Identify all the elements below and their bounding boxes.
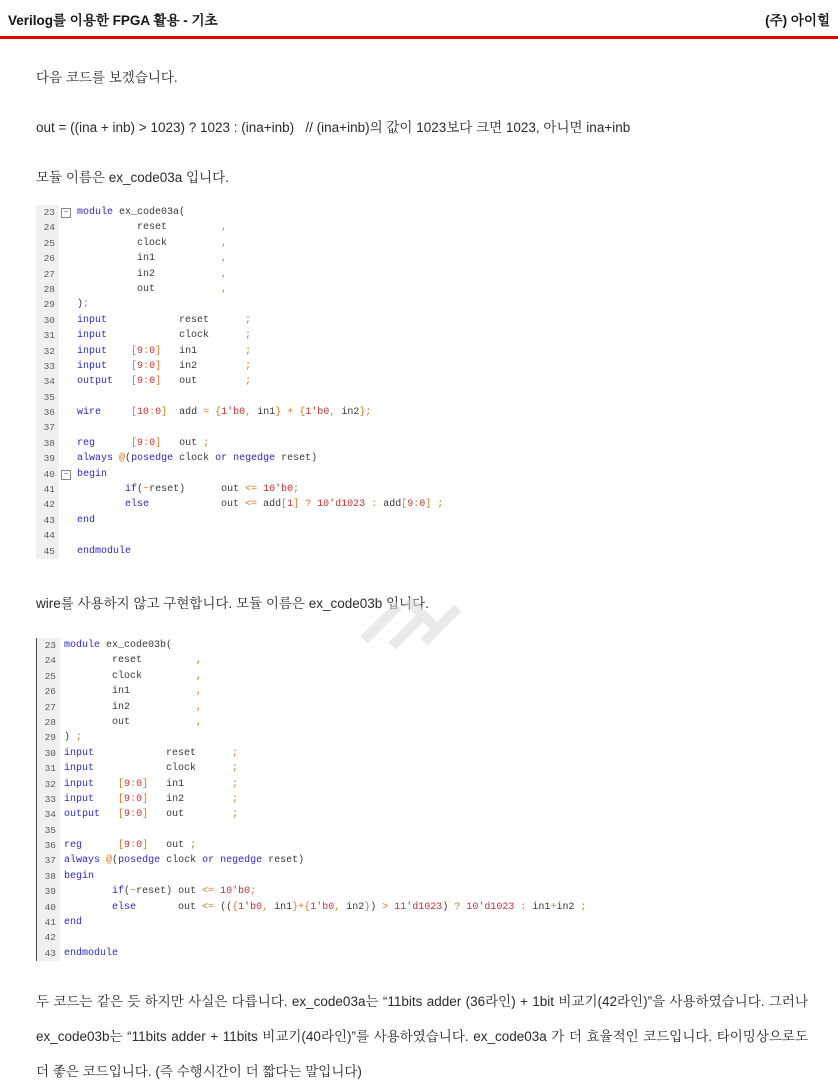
fold-column [59, 497, 73, 512]
line-number: 28 [36, 282, 59, 297]
line-number: 45 [36, 544, 59, 559]
code-line [37, 777, 808, 792]
fold-column [59, 344, 73, 359]
code-line [37, 915, 808, 930]
line-number: 42 [36, 497, 59, 512]
code-text: endmodule [64, 947, 119, 959]
code-text: input reset ; [64, 747, 239, 759]
code-line [36, 251, 808, 266]
code-line [37, 730, 808, 745]
line-number: 39 [37, 884, 60, 899]
code-line [36, 528, 808, 543]
line-number: 34 [37, 807, 60, 822]
line-number: 26 [36, 251, 59, 266]
code-line [37, 900, 808, 915]
line-number: 37 [36, 420, 59, 435]
line-number: 43 [37, 946, 60, 961]
fold-column [59, 359, 73, 374]
code-line [37, 700, 808, 715]
code-text: module ex_code03b( [64, 639, 173, 651]
line-number: 26 [37, 684, 60, 699]
code-line [36, 328, 808, 343]
code-line [37, 853, 808, 868]
code-text [73, 390, 77, 405]
code-line [36, 405, 808, 420]
code-text: endmodule [77, 545, 132, 557]
code-block-ex_code03b [36, 638, 808, 961]
line-number: 25 [37, 669, 60, 684]
line-number: 37 [37, 853, 60, 868]
company-name: (주) 아이힐 [765, 13, 830, 28]
line-number: 43 [36, 513, 59, 528]
code-line [36, 451, 808, 466]
code-text: if(~reset) out <= 10'b0; [125, 484, 300, 496]
fold-column [59, 513, 73, 528]
line-number: 35 [36, 390, 59, 405]
code-line [36, 267, 808, 282]
line-number: 25 [36, 236, 59, 251]
code-line [37, 946, 808, 961]
line-number: 33 [36, 359, 59, 374]
paragraph-conclusion: 두 코드는 같은 듯 하지만 사실은 다릅니다. ex_code03a는 “11bits adder (36라인) + 1bit 비교기(42라인)”을 사용하였습니다. 그러나 ex_code03b는 “11bits adder + 11bits 비교기(40라인)”를 사용하였습니다. ex_code03a 가 더 효율적인 코드입니다. 타이밍상으로도 더 좋은 코드입니다. (즉 수행시간이 더 짧다는 말입니다) [36, 994, 808, 1080]
code-text [73, 420, 77, 435]
fold-column [59, 436, 73, 451]
fold-column [59, 467, 73, 482]
code-line [37, 684, 808, 699]
code-text: else out <= add[1] ? 10'd1023 : add[9:0] ; [125, 499, 444, 511]
code-text: always @(posedge clock or negedge reset) [64, 855, 305, 867]
code-line [36, 313, 808, 328]
code-line [37, 884, 808, 899]
code-text: input [9:0] in2 ; [77, 360, 252, 372]
line-number: 38 [37, 869, 60, 884]
line-number: 32 [37, 777, 60, 792]
fold-column [59, 390, 73, 405]
code-line [37, 669, 808, 684]
header-rule [0, 36, 838, 39]
code-line [36, 374, 808, 389]
document-title: Verilog를 이용한 FPGA 활용 - 기초 [8, 13, 218, 28]
code-line [37, 715, 808, 730]
line-number: 44 [36, 528, 59, 543]
code-text: out , [77, 283, 228, 295]
code-text: ); [77, 299, 90, 311]
paragraph-formula: out = ((ina + inb) > 1023) ? 1023 : (ina+inb) // (ina+inb)의 값이 1023보다 크면 1023, 아니면 ina+inb [36, 120, 631, 135]
fold-column [59, 528, 73, 543]
code-text: reg [9:0] out ; [64, 840, 197, 852]
code-text: reset , [77, 222, 228, 234]
code-text: end [77, 514, 96, 526]
fold-column [59, 374, 73, 389]
code-line [36, 497, 808, 512]
fold-column [59, 328, 73, 343]
fold-column [59, 420, 73, 435]
line-number: 39 [36, 451, 59, 466]
line-number: 29 [36, 297, 59, 312]
code-text: begin [64, 870, 95, 882]
code-text: clock , [64, 670, 203, 682]
line-number: 27 [37, 700, 60, 715]
code-line [36, 513, 808, 528]
code-line [36, 344, 808, 359]
fold-column [59, 451, 73, 466]
code-text: always @(posedge clock or negedge reset) [77, 453, 318, 465]
fold-collapse-icon: − [61, 208, 71, 218]
line-number: 31 [36, 328, 59, 343]
code-text: reg [9:0] out ; [77, 437, 210, 449]
code-line [36, 482, 808, 497]
code-line [36, 205, 808, 220]
code-text: reset , [64, 655, 203, 667]
code-line [36, 297, 808, 312]
fold-column [59, 405, 73, 420]
code-line [37, 792, 808, 807]
code-text: in1 , [77, 253, 228, 265]
code-text: output [9:0] out ; [64, 809, 239, 821]
fold-column [59, 267, 73, 282]
code-text: else out <= (({1'b0, in1}+{1'b0, in2}) > 11'd1023) ? 10'd1023 : in1+in2 ; [112, 901, 587, 913]
line-number: 42 [37, 930, 60, 945]
code-line [36, 467, 808, 482]
line-number: 30 [37, 746, 60, 761]
code-line [37, 638, 808, 653]
code-text: begin [77, 468, 108, 480]
code-line [36, 390, 808, 405]
code-line [36, 420, 808, 435]
line-number: 34 [36, 374, 59, 389]
code-text: in2 , [64, 701, 203, 713]
code-line [37, 807, 808, 822]
fold-column [59, 236, 73, 251]
fold-column [59, 482, 73, 497]
code-text [60, 823, 64, 838]
code-line [37, 653, 808, 668]
fold-column [59, 205, 73, 220]
code-text: input clock ; [64, 763, 239, 775]
code-text: input clock ; [77, 330, 252, 342]
fold-column [59, 282, 73, 297]
line-number: 32 [36, 344, 59, 359]
code-line [37, 930, 808, 945]
code-block-ex_code03a [36, 205, 808, 559]
code-text: module ex_code03a( [77, 207, 186, 218]
line-number: 40 [36, 467, 59, 482]
line-number: 24 [37, 653, 60, 668]
code-text: output [9:0] out ; [77, 376, 252, 388]
code-text: input [9:0] in1 ; [77, 345, 252, 357]
code-line [36, 282, 808, 297]
fold-column [59, 297, 73, 312]
code-text: if(~reset) out <= 10'b0; [112, 886, 257, 898]
code-text: ) ; [64, 732, 83, 744]
code-line [37, 761, 808, 776]
line-number: 33 [37, 792, 60, 807]
line-number: 28 [37, 715, 60, 730]
code-text [60, 930, 64, 945]
code-line [36, 436, 808, 451]
paragraph-module-a: 모듈 이름은 ex_code03a 입니다. [36, 170, 229, 185]
line-number: 40 [37, 900, 60, 915]
code-line [36, 359, 808, 374]
fold-column [59, 220, 73, 235]
fold-column [59, 313, 73, 328]
code-line [36, 544, 808, 559]
line-number: 29 [37, 730, 60, 745]
page-header [0, 0, 838, 29]
line-number: 41 [36, 482, 59, 497]
code-text: input [9:0] in2 ; [64, 793, 239, 805]
code-text: end [64, 917, 83, 929]
line-number: 38 [36, 436, 59, 451]
code-text: out , [64, 716, 203, 728]
paragraph-module-b: wire를 사용하지 않고 구현합니다. 모듈 이름은 ex_code03b 입니다. [36, 595, 429, 611]
code-text [73, 528, 77, 543]
line-number: 35 [37, 823, 60, 838]
line-number: 23 [37, 638, 60, 653]
paragraph-intro: 다음 코드를 보겠습니다. [36, 70, 178, 85]
fold-column [59, 544, 73, 559]
code-line [36, 236, 808, 251]
code-line [37, 823, 808, 838]
line-number: 24 [36, 220, 59, 235]
code-text: in2 , [77, 268, 228, 280]
code-line [37, 869, 808, 884]
code-line [37, 838, 808, 853]
code-text: in1 , [64, 686, 203, 698]
code-line [37, 746, 808, 761]
fold-column [59, 251, 73, 266]
line-number: 23 [36, 205, 59, 220]
line-number: 30 [36, 313, 59, 328]
fold-collapse-icon: − [61, 470, 71, 480]
line-number: 31 [37, 761, 60, 776]
code-text: input [9:0] in1 ; [64, 778, 239, 790]
code-line [36, 220, 808, 235]
code-text: input reset ; [77, 314, 252, 326]
code-text: wire [10:0] add = {1'b0, in1} + {1'b0, in2}; [77, 407, 372, 419]
code-text: clock , [77, 237, 228, 249]
document-body [0, 66, 838, 1089]
line-number: 36 [36, 405, 59, 420]
line-number: 36 [37, 838, 60, 853]
line-number: 27 [36, 267, 59, 282]
line-number: 41 [37, 915, 60, 930]
